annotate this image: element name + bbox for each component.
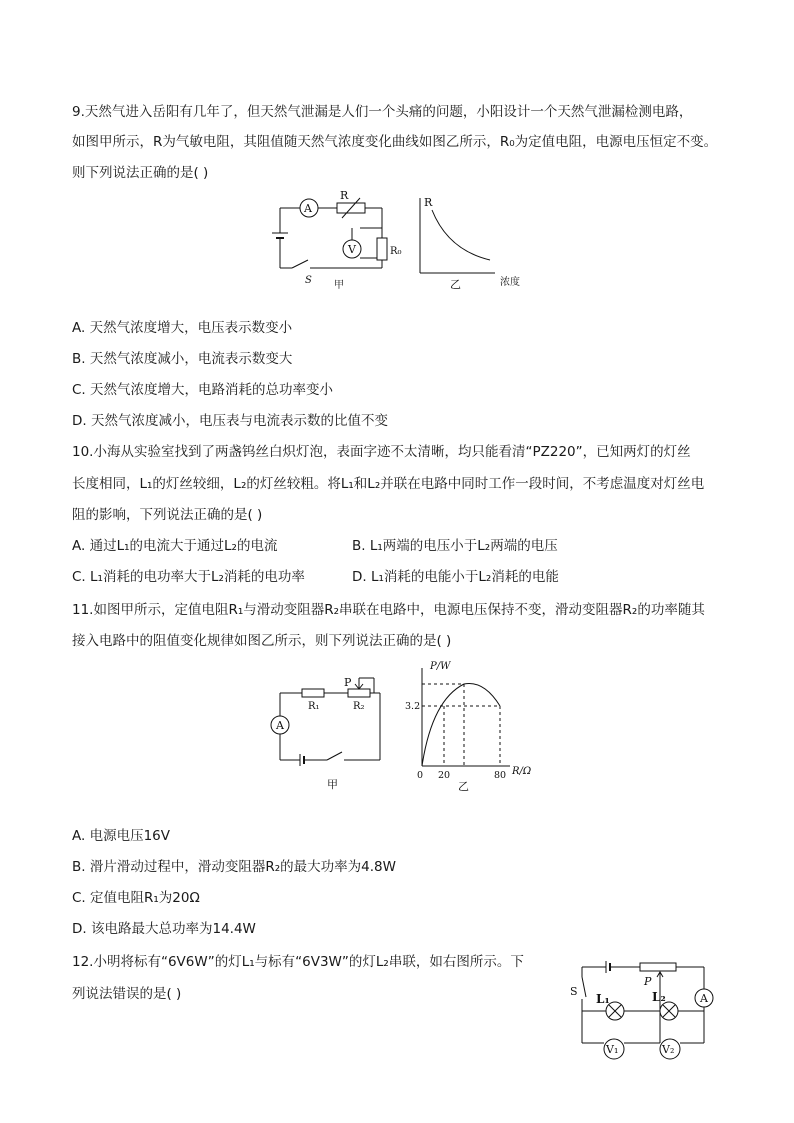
q11-circuit-diagram xyxy=(262,660,542,796)
q9-option-d: D. 天然气浓度减小，电压表与电流表示数的比值不变 xyxy=(72,413,388,429)
graph-axis-x-label: 浓度 xyxy=(500,277,520,288)
q12-switch-label: S xyxy=(570,985,578,998)
q12-l1-label: L₁ xyxy=(596,992,610,1006)
voltmeter-symbol: V xyxy=(348,243,356,256)
resistor-r0-label: R₀ xyxy=(390,246,402,257)
q12-l2-label: L₂ xyxy=(652,990,666,1004)
q9-option-a: A. 天然气浓度增大，电压表示数变小 xyxy=(72,320,293,336)
q12-line-1: 12.小明将标有“6V6W”的灯L₁与标有“6V3W”的灯L₂串联，如右图所示。下 xyxy=(72,954,524,970)
q11-caption-yi: 乙 xyxy=(458,780,469,793)
q12-voltmeter-1-symbol: V₁ xyxy=(606,1043,619,1056)
caption-jia: 甲 xyxy=(334,280,344,291)
q10-option-d: D. L₁消耗的电能小于L₂消耗的电能 xyxy=(352,569,559,585)
q11-r2-label: R₂ xyxy=(353,701,365,712)
q10-option-b: B. L₁两端的电压小于L₂两端的电压 xyxy=(352,538,558,554)
q11-option-b: B. 滑片滑动过程中，滑动变阻器R₂的最大功率为4.8W xyxy=(72,859,396,875)
q10-line-2: 长度相同，L₁的灯丝较细，L₂的灯丝较粗。将L₁和L₂并联在电路中同时工作一段时间，不考虑温度对灯丝电 xyxy=(72,476,705,492)
q11-line-1: 11.如图甲所示，定值电阻R₁与滑动变阻器R₂串联在电路中，电源电压保持不变，滑动变阻器R₂的功率随其 xyxy=(72,602,705,618)
q11-option-a: A. 电源电压16V xyxy=(72,828,170,844)
q11-slider-p-label: P xyxy=(344,676,352,689)
q11-y-axis-label: P/W xyxy=(430,661,451,672)
q11-tick-x-0: 0 xyxy=(417,770,424,781)
q11-option-c: C. 定值电阻R₁为20Ω xyxy=(72,890,200,906)
q12-line-2: 列说法错误的是( ) xyxy=(72,986,182,1002)
q9-figure xyxy=(270,188,530,302)
resistor-r-label: R xyxy=(340,189,349,202)
q11-ammeter-symbol: A xyxy=(276,719,284,732)
switch-label: S xyxy=(305,275,312,286)
q12-voltmeter-2-symbol: V₂ xyxy=(662,1043,675,1056)
q10-line-3: 阻的影响，下列说法正确的是( ) xyxy=(72,507,263,523)
q9-circuit-diagram xyxy=(270,188,530,298)
graph-axis-y-label: R xyxy=(424,196,433,209)
q11-caption-jia: 甲 xyxy=(327,778,338,791)
q12-figure xyxy=(568,955,738,1069)
q12-slider-p-label: P xyxy=(644,975,652,988)
q9-line-2: 如图甲所示，R为气敏电阻，其阻值随天然气浓度变化曲线如图乙所示，R₀为定值电阻，电源电压恒定不变。 xyxy=(72,134,718,150)
q10-option-a: A. 通过L₁的电流大于通过L₂的电流 xyxy=(72,538,278,554)
caption-yi: 乙 xyxy=(450,278,461,291)
ammeter-symbol: A xyxy=(304,202,312,215)
q12-ammeter-symbol: A xyxy=(700,992,708,1005)
q11-figure xyxy=(262,660,542,800)
q11-r1-label: R₁ xyxy=(308,701,320,712)
q9-line-3: 则下列说法正确的是( ) xyxy=(72,165,209,181)
q12-circuit-diagram xyxy=(568,955,738,1065)
q11-line-2: 接入电路中的阻值变化规律如图乙所示，则下列说法正确的是( ) xyxy=(72,633,452,649)
q11-x-axis-label: R/Ω xyxy=(512,766,532,777)
q11-option-d: D. 该电路最大总功率为14.4W xyxy=(72,921,256,937)
q9-option-c: C. 天然气浓度增大，电路消耗的总功率变小 xyxy=(72,382,334,398)
q10-line-1: 10.小海从实验室找到了两盏钨丝白炽灯泡，表面字迹不太清晰，均只能看清“PZ220”，已知两灯的灯丝 xyxy=(72,444,691,460)
q11-tick-x-20: 20 xyxy=(438,770,451,781)
q11-tick-3-2: 3.2 xyxy=(405,701,421,712)
q9-line-1: 9.天然气进入岳阳有几年了，但天然气泄漏是人们一个头痛的问题，小阳设计一个天然气泄漏检测电路， xyxy=(72,104,693,120)
q9-option-b: B. 天然气浓度减小，电流表示数变大 xyxy=(72,351,293,367)
q11-tick-x-80: 80 xyxy=(494,770,507,781)
q10-option-c: C. L₁消耗的电功率大于L₂消耗的电功率 xyxy=(72,569,305,585)
